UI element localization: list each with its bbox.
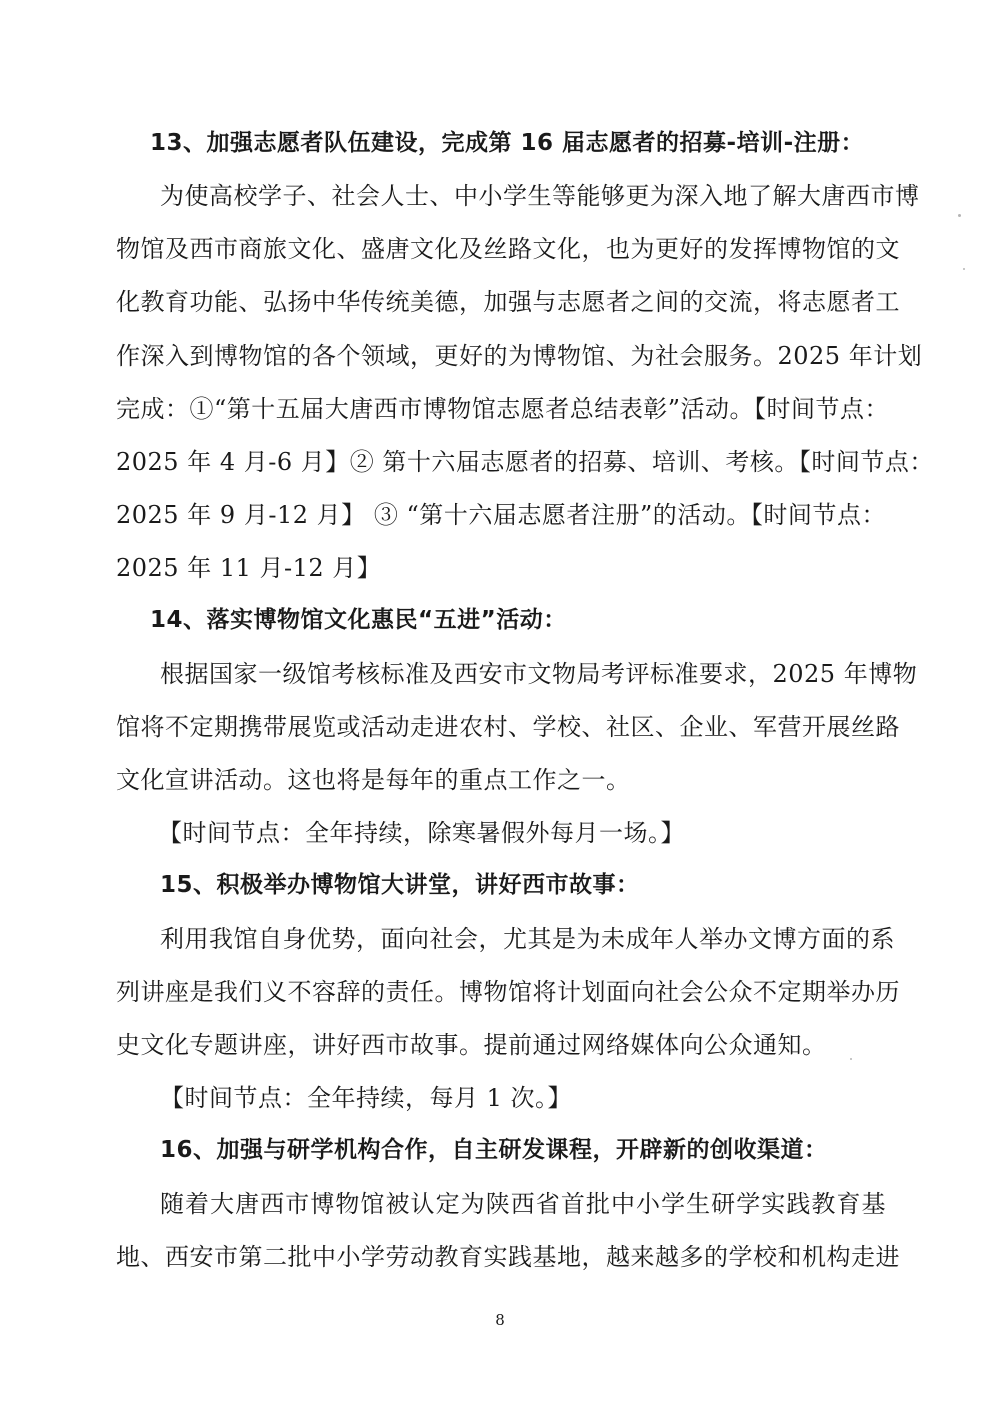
- section-15-heading: 15、积极举办博物馆大讲堂，讲好西市故事：: [160, 872, 640, 898]
- paragraph-line: 列讲座是我们义不容辞的责任。博物馆将计划面向社会公众不定期举办历: [116, 978, 900, 1006]
- paragraph-line: 化教育功能、弘扬中华传统美德，加强与志愿者之间的交流，将志愿者工: [116, 288, 900, 316]
- paragraph-line: 文化宣讲活动。这也将是每年的重点工作之一。: [116, 766, 631, 794]
- paragraph-line: 随着大唐西市博物馆被认定为陕西省首批中小学生研学实践教育基: [160, 1190, 886, 1218]
- paragraph-line: 根据国家一级馆考核标准及西安市文物局考评标准要求，2025 年博物: [160, 660, 918, 688]
- paragraph-line: 作深入到博物馆的各个领域，更好的为博物馆、为社会服务。2025 年计划: [116, 342, 923, 370]
- paragraph-line: 为使高校学子、社会人士、中小学生等能够更为深入地了解大唐西市博: [160, 182, 920, 210]
- paragraph-line: 2025 年 4 月-6 月】② 第十六届志愿者的招募、培训、考核。【时间节点：: [116, 448, 934, 476]
- scan-speck: [850, 1058, 852, 1060]
- paragraph-line: 地、西安市第二批中小学劳动教育实践基地，越来越多的学校和机构走进: [116, 1243, 900, 1271]
- paragraph-line: 2025 年 9 月-12 月】 ③ “第十六届志愿者注册”的活动。【时间节点：: [116, 501, 886, 529]
- paragraph-line: 完成：①“第十五届大唐西市博物馆志愿者总结表彰”活动。【时间节点：: [116, 395, 890, 423]
- section-14-heading: 14、落实博物馆文化惠民“五进”活动：: [150, 607, 567, 633]
- paragraph-line: 2025 年 11 月-12 月】: [116, 554, 382, 582]
- paragraph-line: 馆将不定期携带展览或活动走进农村、学校、社区、企业、军营开展丝路: [116, 713, 900, 741]
- scan-speck: [963, 268, 965, 270]
- section-13-heading: 13、加强志愿者队伍建设，完成第 16 届志愿者的招募-培训-注册：: [150, 130, 865, 156]
- section-16-heading: 16、加强与研学机构合作，自主研发课程，开辟新的创收渠道：: [160, 1137, 828, 1163]
- paragraph-line: 物馆及西市商旅文化、盛唐文化及丝路文化，也为更好的发挥博物馆的文: [116, 235, 900, 263]
- time-node-line: 【时间节点：全年持续，除寒暑假外每月一场。】: [158, 819, 685, 847]
- time-node-line: 【时间节点：全年持续，每月 1 次。】: [160, 1084, 573, 1112]
- scan-speck: [958, 214, 961, 217]
- page-number: 8: [495, 1311, 505, 1329]
- paragraph-line: 利用我馆自身优势，面向社会，尤其是为未成年人举办文博方面的系: [160, 925, 895, 953]
- paragraph-line: 史文化专题讲座，讲好西市故事。提前通过网络媒体向公众通知。: [116, 1031, 827, 1059]
